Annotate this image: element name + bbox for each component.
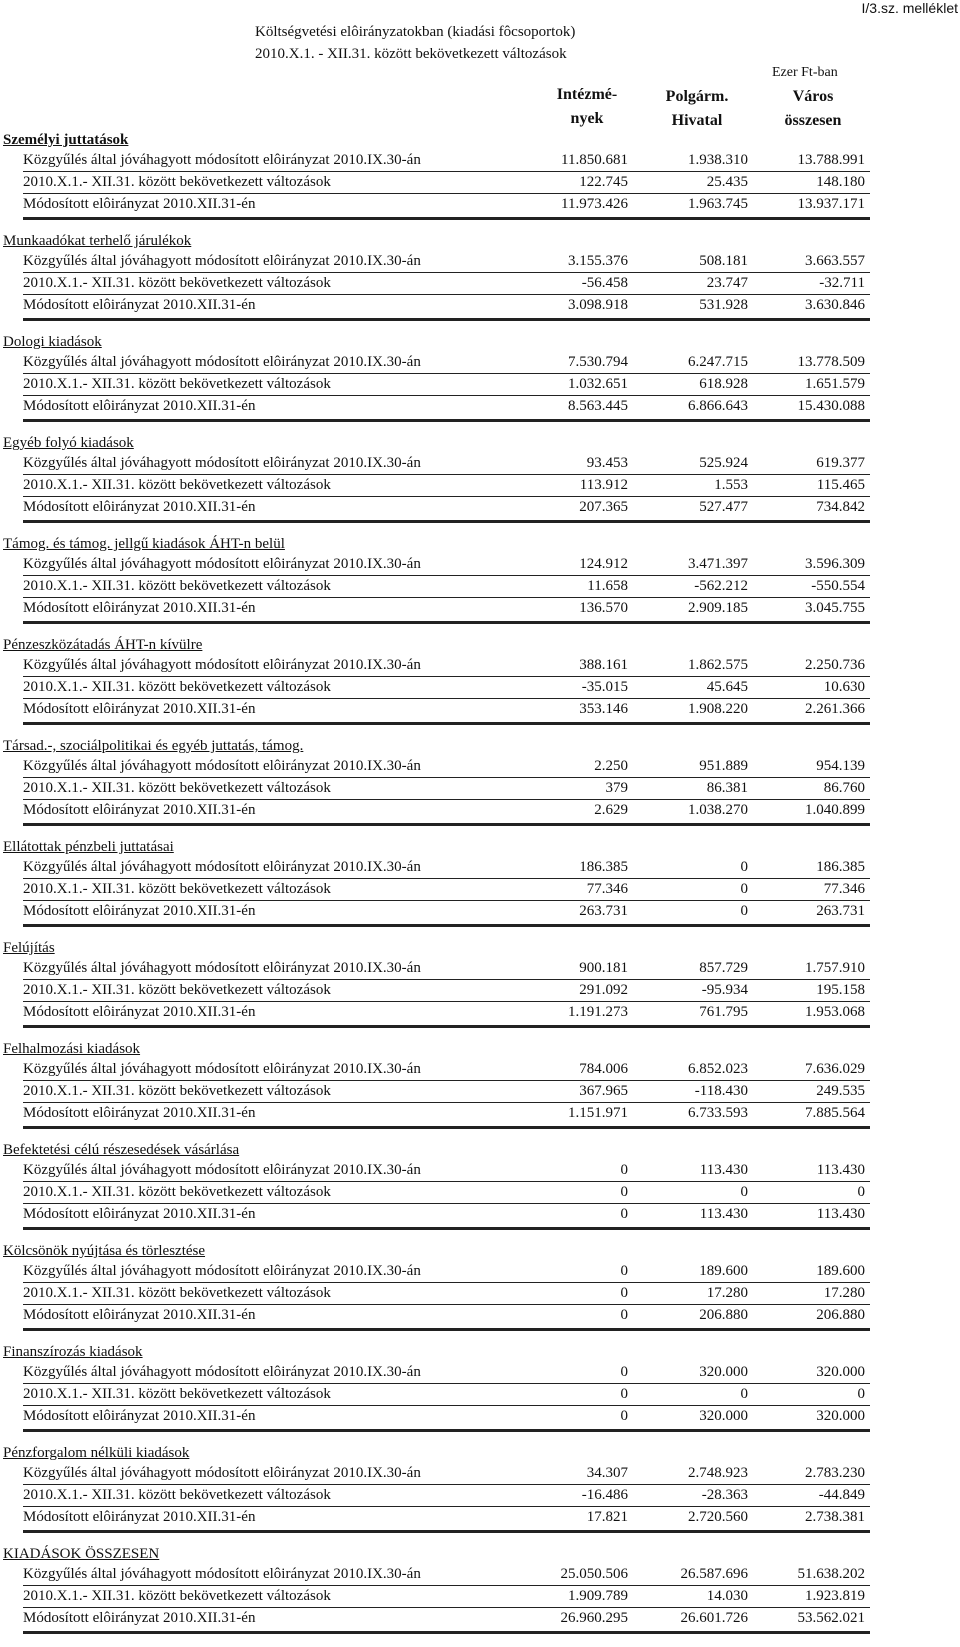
row-label: 2010.X.1.- XII.31. között bekövetkezett változások bbox=[23, 578, 331, 594]
row-label: 2010.X.1.- XII.31. között bekövetkezett változások bbox=[23, 1083, 331, 1099]
row-label: 2010.X.1.- XII.31. között bekövetkezett változások bbox=[23, 1588, 331, 1604]
table-row bbox=[0, 1362, 870, 1384]
value-institutions: 0 bbox=[620, 1263, 628, 1279]
value-city-total: 3.045.755 bbox=[805, 600, 865, 616]
value-city-total: 0 bbox=[857, 1386, 865, 1402]
table-row bbox=[0, 251, 870, 273]
value-mayors-office: 6.866.643 bbox=[688, 398, 748, 414]
value-institutions: 11.658 bbox=[587, 578, 628, 594]
value-city-total: -32.711 bbox=[819, 275, 865, 291]
value-institutions: 388.161 bbox=[579, 657, 628, 673]
row-label: 2010.X.1.- XII.31. között bekövetkezett változások bbox=[23, 1285, 331, 1301]
section-title: Ellátottak pénzbeli juttatásai bbox=[3, 839, 174, 855]
value-institutions: 8.563.445 bbox=[568, 398, 628, 414]
table-row bbox=[0, 497, 870, 519]
column-header-city-total-cont: összesen bbox=[784, 112, 842, 129]
value-mayors-office: 1.908.220 bbox=[688, 701, 748, 717]
value-mayors-office: 527.477 bbox=[699, 499, 748, 515]
row-label: Módosított elôirányzat 2010.XII.31-én bbox=[23, 196, 256, 212]
table-row bbox=[0, 352, 870, 374]
row-label: Közgyűlés által jóváhagyott módosított elôirányzat 2010.IX.30-án bbox=[23, 455, 421, 471]
row-label: Módosított elôirányzat 2010.XII.31-én bbox=[23, 701, 256, 717]
table-row bbox=[0, 1182, 870, 1204]
section-title: Finanszírozás kiadások bbox=[3, 1344, 143, 1360]
row-label: 2010.X.1.- XII.31. között bekövetkezett változások bbox=[23, 275, 331, 291]
value-institutions: 2.250 bbox=[594, 758, 628, 774]
table-row bbox=[0, 980, 870, 1002]
value-city-total: 113.430 bbox=[816, 1162, 865, 1178]
expenditure-section bbox=[0, 1041, 960, 1142]
row-label: Módosított elôirányzat 2010.XII.31-én bbox=[23, 802, 256, 818]
value-mayors-office: -95.934 bbox=[701, 982, 748, 998]
row-label: Közgyűlés által jóváhagyott módosított elôirányzat 2010.IX.30-án bbox=[23, 1162, 421, 1178]
value-institutions: -35.015 bbox=[581, 679, 628, 695]
value-institutions: 0 bbox=[620, 1386, 628, 1402]
row-label: Módosított elôirányzat 2010.XII.31-én bbox=[23, 1408, 256, 1424]
value-institutions: 0 bbox=[620, 1408, 628, 1424]
value-institutions: 3.098.918 bbox=[568, 297, 628, 313]
value-institutions: 136.570 bbox=[579, 600, 628, 616]
table-row bbox=[0, 194, 870, 216]
value-city-total: 113.430 bbox=[816, 1206, 865, 1222]
value-mayors-office: 0 bbox=[740, 903, 748, 919]
document-subtitle: 2010.X.1. - XII.31. között bekövetkezett változások bbox=[255, 46, 567, 62]
value-institutions: 353.146 bbox=[579, 701, 628, 717]
value-institutions: 0 bbox=[620, 1184, 628, 1200]
column-header-mayors-office-cont: Hivatal bbox=[671, 112, 723, 129]
row-label: Közgyűlés által jóváhagyott módosított elôirányzat 2010.IX.30-án bbox=[23, 354, 421, 370]
value-mayors-office: 531.928 bbox=[699, 297, 748, 313]
row-label: Közgyűlés által jóváhagyott módosított elôirányzat 2010.IX.30-án bbox=[23, 1566, 421, 1582]
value-city-total: 3.630.846 bbox=[805, 297, 865, 313]
row-label: Módosított elôirányzat 2010.XII.31-én bbox=[23, 499, 256, 515]
value-mayors-office: 6.733.593 bbox=[688, 1105, 748, 1121]
table-row bbox=[0, 396, 870, 418]
value-mayors-office: 6.852.023 bbox=[688, 1061, 748, 1077]
row-label: Módosított elôirányzat 2010.XII.31-én bbox=[23, 1105, 256, 1121]
value-mayors-office: 1.938.310 bbox=[688, 152, 748, 168]
value-mayors-office: 17.280 bbox=[706, 1285, 748, 1301]
value-city-total: 148.180 bbox=[816, 174, 865, 190]
table-row bbox=[0, 554, 870, 576]
value-mayors-office: 2.748.923 bbox=[688, 1465, 748, 1481]
expenditure-section bbox=[0, 233, 960, 334]
table-row bbox=[0, 453, 870, 475]
value-city-total: 206.880 bbox=[816, 1307, 865, 1323]
value-city-total: 2.738.381 bbox=[805, 1509, 865, 1525]
table-row bbox=[0, 778, 870, 800]
value-mayors-office: -28.363 bbox=[701, 1487, 748, 1503]
value-mayors-office: 206.880 bbox=[699, 1307, 748, 1323]
value-city-total: 2.261.366 bbox=[805, 701, 865, 717]
table-row bbox=[0, 1463, 870, 1485]
value-mayors-office: 1.038.270 bbox=[688, 802, 748, 818]
table-row bbox=[0, 1059, 870, 1081]
section-title: Kölcsönök nyújtása és törlesztése bbox=[3, 1243, 206, 1259]
expenditure-section bbox=[0, 435, 960, 536]
table-row bbox=[0, 1586, 870, 1608]
row-label: 2010.X.1.- XII.31. között bekövetkezett változások bbox=[23, 477, 331, 493]
value-institutions: 0 bbox=[620, 1162, 628, 1178]
section-title: Felhalmozási kiadások bbox=[3, 1041, 141, 1057]
section-title: KIADÁSOK ÖSSZESEN bbox=[3, 1546, 160, 1562]
table-row bbox=[0, 1002, 870, 1024]
value-city-total: 10.630 bbox=[823, 679, 865, 695]
row-label: Közgyűlés által jóváhagyott módosított elôirányzat 2010.IX.30-án bbox=[23, 556, 421, 572]
table-row bbox=[0, 576, 870, 598]
value-institutions: 900.181 bbox=[579, 960, 628, 976]
value-mayors-office: 1.963.745 bbox=[688, 196, 748, 212]
section-title: Egyéb folyó kiadások bbox=[3, 435, 134, 451]
column-header-mayors-office: Polgárm. bbox=[665, 88, 729, 105]
table-row bbox=[0, 1081, 870, 1103]
expenditure-table bbox=[0, 132, 960, 1647]
value-mayors-office: -562.212 bbox=[694, 578, 748, 594]
value-city-total: 195.158 bbox=[816, 982, 865, 998]
value-institutions: 0 bbox=[620, 1364, 628, 1380]
value-mayors-office: 2.720.560 bbox=[688, 1509, 748, 1525]
value-city-total: 13.778.509 bbox=[797, 354, 865, 370]
row-label: 2010.X.1.- XII.31. között bekövetkezett változások bbox=[23, 1184, 331, 1200]
unit-label: Ezer Ft-ban bbox=[772, 65, 838, 80]
table-row bbox=[0, 655, 870, 677]
table-row bbox=[0, 879, 870, 901]
value-mayors-office: 0 bbox=[740, 881, 748, 897]
value-mayors-office: 0 bbox=[740, 1184, 748, 1200]
value-mayors-office: 857.729 bbox=[699, 960, 748, 976]
value-city-total: 1.040.899 bbox=[805, 802, 865, 818]
table-row bbox=[0, 273, 870, 295]
row-label: 2010.X.1.- XII.31. között bekövetkezett változások bbox=[23, 881, 331, 897]
value-institutions: 17.821 bbox=[586, 1509, 628, 1525]
value-institutions: 0 bbox=[620, 1285, 628, 1301]
row-label: Módosított elôirányzat 2010.XII.31-én bbox=[23, 903, 256, 919]
table-row bbox=[0, 598, 870, 620]
value-city-total: 51.638.202 bbox=[797, 1566, 865, 1582]
row-label: 2010.X.1.- XII.31. között bekövetkezett változások bbox=[23, 679, 331, 695]
value-institutions: 1.151.971 bbox=[568, 1105, 628, 1121]
value-mayors-office: 113.430 bbox=[699, 1206, 748, 1222]
expenditure-section bbox=[0, 1243, 960, 1344]
value-institutions: 2.629 bbox=[594, 802, 628, 818]
annex-number: I/3.sz. melléklet bbox=[861, 0, 958, 16]
value-city-total: 17.280 bbox=[823, 1285, 865, 1301]
value-institutions: 77.346 bbox=[586, 881, 628, 897]
row-label: Módosított elôirányzat 2010.XII.31-én bbox=[23, 1206, 256, 1222]
section-title: Dologi kiadások bbox=[3, 334, 102, 350]
row-label: Közgyűlés által jóváhagyott módosított elôirányzat 2010.IX.30-án bbox=[23, 657, 421, 673]
column-header-institutions: Intézmé- bbox=[556, 86, 618, 103]
value-city-total: 2.250.736 bbox=[805, 657, 865, 673]
expenditure-section bbox=[0, 1142, 960, 1243]
value-institutions: 0 bbox=[620, 1307, 628, 1323]
section-title: Felújítás bbox=[3, 940, 55, 956]
value-city-total: 7.885.564 bbox=[805, 1105, 865, 1121]
value-mayors-office: 320.000 bbox=[699, 1408, 748, 1424]
expenditure-section bbox=[0, 536, 960, 637]
value-mayors-office: 189.600 bbox=[699, 1263, 748, 1279]
value-mayors-office: -118.430 bbox=[694, 1083, 748, 1099]
section-title: Társad.-, szociálpolitikai és egyéb juttatás, támog. bbox=[3, 738, 304, 754]
value-mayors-office: 951.889 bbox=[699, 758, 748, 774]
section-title: Pénzforgalom nélküli kiadások bbox=[3, 1445, 190, 1461]
row-label: Közgyűlés által jóváhagyott módosított elôirányzat 2010.IX.30-án bbox=[23, 758, 421, 774]
column-header-institutions-cont: nyek bbox=[570, 110, 604, 127]
row-label: Közgyűlés által jóváhagyott módosított elôirányzat 2010.IX.30-án bbox=[23, 859, 421, 875]
value-institutions: 367.965 bbox=[579, 1083, 628, 1099]
value-institutions: 379 bbox=[605, 780, 628, 796]
value-city-total: 3.663.557 bbox=[805, 253, 865, 269]
table-row bbox=[0, 756, 870, 778]
row-label: 2010.X.1.- XII.31. között bekövetkezett változások bbox=[23, 982, 331, 998]
table-row bbox=[0, 800, 870, 822]
table-row bbox=[0, 1204, 870, 1226]
row-label: Közgyűlés által jóváhagyott módosított elôirányzat 2010.IX.30-án bbox=[23, 1364, 421, 1380]
value-institutions: 784.006 bbox=[579, 1061, 628, 1077]
table-row bbox=[0, 172, 870, 194]
table-row bbox=[0, 295, 870, 317]
value-city-total: 954.139 bbox=[816, 758, 865, 774]
table-row bbox=[0, 475, 870, 497]
row-label: Közgyűlés által jóváhagyott módosított elôirányzat 2010.IX.30-án bbox=[23, 152, 421, 168]
value-city-total: -44.849 bbox=[818, 1487, 865, 1503]
value-city-total: 320.000 bbox=[816, 1408, 865, 1424]
row-label: 2010.X.1.- XII.31. között bekövetkezett változások bbox=[23, 376, 331, 392]
value-institutions: 186.385 bbox=[579, 859, 628, 875]
value-mayors-office: 113.430 bbox=[699, 1162, 748, 1178]
table-row bbox=[0, 1305, 870, 1327]
row-label: Közgyűlés által jóváhagyott módosított elôirányzat 2010.IX.30-án bbox=[23, 1061, 421, 1077]
value-mayors-office: 618.928 bbox=[699, 376, 748, 392]
expenditure-section bbox=[0, 637, 960, 738]
value-institutions: 11.850.681 bbox=[561, 152, 628, 168]
value-institutions: 3.155.376 bbox=[568, 253, 628, 269]
table-row bbox=[0, 1283, 870, 1305]
table-row bbox=[0, 857, 870, 879]
value-mayors-office: 6.247.715 bbox=[688, 354, 748, 370]
value-institutions: 34.307 bbox=[586, 1465, 628, 1481]
value-city-total: 2.783.230 bbox=[805, 1465, 865, 1481]
row-label: 2010.X.1.- XII.31. között bekövetkezett változások bbox=[23, 780, 331, 796]
value-city-total: 86.760 bbox=[823, 780, 865, 796]
table-row bbox=[0, 150, 870, 172]
row-label: Módosított elôirányzat 2010.XII.31-én bbox=[23, 1509, 256, 1525]
row-label: Módosított elôirányzat 2010.XII.31-én bbox=[23, 297, 256, 313]
value-mayors-office: 320.000 bbox=[699, 1364, 748, 1380]
value-mayors-office: 23.747 bbox=[706, 275, 748, 291]
value-city-total: 13.937.171 bbox=[797, 196, 865, 212]
section-title: Támog. és támog. jellgű kiadások ÁHT-n belül bbox=[3, 536, 285, 552]
row-label: 2010.X.1.- XII.31. között bekövetkezett változások bbox=[23, 1487, 331, 1503]
row-label: Közgyűlés által jóváhagyott módosított elôirányzat 2010.IX.30-án bbox=[23, 253, 421, 269]
table-row bbox=[0, 901, 870, 923]
expenditure-section bbox=[0, 940, 960, 1041]
value-institutions: 113.912 bbox=[579, 477, 628, 493]
section-title: Pénzeszközátadás ÁHT-n kívülre bbox=[3, 637, 203, 653]
value-mayors-office: 2.909.185 bbox=[688, 600, 748, 616]
table-row bbox=[0, 374, 870, 396]
value-institutions: 263.731 bbox=[579, 903, 628, 919]
table-row bbox=[0, 1103, 870, 1125]
value-mayors-office: 26.587.696 bbox=[680, 1566, 748, 1582]
row-label: Közgyűlés által jóváhagyott módosított elôirányzat 2010.IX.30-án bbox=[23, 960, 421, 976]
value-mayors-office: 761.795 bbox=[699, 1004, 748, 1020]
expenditure-section bbox=[0, 839, 960, 940]
value-institutions: 122.745 bbox=[579, 174, 628, 190]
value-mayors-office: 14.030 bbox=[706, 1588, 748, 1604]
row-label: Módosított elôirányzat 2010.XII.31-én bbox=[23, 600, 256, 616]
value-city-total: 249.535 bbox=[816, 1083, 865, 1099]
value-mayors-office: 3.471.397 bbox=[688, 556, 748, 572]
value-city-total: 3.596.309 bbox=[805, 556, 865, 572]
table-row bbox=[0, 1564, 870, 1586]
row-label: 2010.X.1.- XII.31. között bekövetkezett változások bbox=[23, 1386, 331, 1402]
expenditure-section bbox=[0, 1445, 960, 1546]
expenditure-section bbox=[0, 334, 960, 435]
value-mayors-office: 1.553 bbox=[714, 477, 748, 493]
table-row bbox=[0, 1507, 870, 1529]
value-mayors-office: 1.862.575 bbox=[688, 657, 748, 673]
value-mayors-office: 0 bbox=[740, 859, 748, 875]
row-label: Módosított elôirányzat 2010.XII.31-én bbox=[23, 1307, 256, 1323]
section-title: Befektetési célú részesedések vásárlása bbox=[3, 1142, 240, 1158]
value-city-total: 77.346 bbox=[823, 881, 865, 897]
expenditure-section bbox=[0, 132, 960, 233]
row-label: Módosított elôirányzat 2010.XII.31-én bbox=[23, 1610, 256, 1626]
value-city-total: 0 bbox=[857, 1184, 865, 1200]
value-city-total: 734.842 bbox=[816, 499, 865, 515]
section-title: Munkaadókat terhelő járulékok bbox=[3, 233, 192, 249]
value-institutions: 124.912 bbox=[579, 556, 628, 572]
expenditure-section bbox=[0, 738, 960, 839]
value-mayors-office: 86.381 bbox=[706, 780, 748, 796]
table-row bbox=[0, 699, 870, 721]
row-label: 2010.X.1.- XII.31. között bekövetkezett változások bbox=[23, 174, 331, 190]
table-row bbox=[0, 1160, 870, 1182]
row-label: Közgyűlés által jóváhagyott módosított elôirányzat 2010.IX.30-án bbox=[23, 1263, 421, 1279]
table-row bbox=[0, 1608, 870, 1630]
value-mayors-office: 25.435 bbox=[706, 174, 748, 190]
value-city-total: 263.731 bbox=[816, 903, 865, 919]
table-row bbox=[0, 958, 870, 980]
value-city-total: 7.636.029 bbox=[805, 1061, 865, 1077]
value-city-total: -550.554 bbox=[811, 578, 865, 594]
value-city-total: 189.600 bbox=[816, 1263, 865, 1279]
row-label: Közgyűlés által jóváhagyott módosított elôirányzat 2010.IX.30-án bbox=[23, 1465, 421, 1481]
value-city-total: 619.377 bbox=[816, 455, 865, 471]
value-institutions: 291.092 bbox=[579, 982, 628, 998]
value-institutions: 1.032.651 bbox=[568, 376, 628, 392]
value-institutions: -16.486 bbox=[581, 1487, 628, 1503]
value-mayors-office: 525.924 bbox=[699, 455, 748, 471]
value-institutions: 207.365 bbox=[579, 499, 628, 515]
expenditure-section bbox=[0, 1546, 960, 1647]
value-institutions: 93.453 bbox=[586, 455, 628, 471]
table-row bbox=[0, 1261, 870, 1283]
table-row bbox=[0, 1485, 870, 1507]
value-institutions: -56.458 bbox=[581, 275, 628, 291]
value-institutions: 1.909.789 bbox=[568, 1588, 628, 1604]
value-institutions: 1.191.273 bbox=[568, 1004, 628, 1020]
value-city-total: 1.757.910 bbox=[805, 960, 865, 976]
value-city-total: 1.651.579 bbox=[805, 376, 865, 392]
value-mayors-office: 45.645 bbox=[706, 679, 748, 695]
value-city-total: 53.562.021 bbox=[797, 1610, 865, 1626]
value-city-total: 320.000 bbox=[816, 1364, 865, 1380]
row-label: Módosított elôirányzat 2010.XII.31-én bbox=[23, 398, 256, 414]
section-title: Személyi juttatások bbox=[3, 132, 129, 148]
value-institutions: 26.960.295 bbox=[560, 1610, 628, 1626]
value-city-total: 115.465 bbox=[816, 477, 865, 493]
value-institutions: 0 bbox=[620, 1206, 628, 1222]
value-institutions: 25.050.506 bbox=[560, 1566, 628, 1582]
value-city-total: 1.953.068 bbox=[805, 1004, 865, 1020]
value-institutions: 11.973.426 bbox=[561, 196, 628, 212]
value-city-total: 186.385 bbox=[816, 859, 865, 875]
value-city-total: 15.430.088 bbox=[797, 398, 865, 414]
value-mayors-office: 0 bbox=[740, 1386, 748, 1402]
value-city-total: 1.923.819 bbox=[805, 1588, 865, 1604]
document-title: Költségvetési elôirányzatokban (kiadási fôcsoportok) bbox=[255, 24, 576, 40]
value-mayors-office: 508.181 bbox=[699, 253, 748, 269]
value-institutions: 7.530.794 bbox=[568, 354, 628, 370]
column-header-city-total: Város bbox=[792, 88, 834, 105]
table-row bbox=[0, 1384, 870, 1406]
row-label: Módosított elôirányzat 2010.XII.31-én bbox=[23, 1004, 256, 1020]
table-row bbox=[0, 677, 870, 699]
expenditure-section bbox=[0, 1344, 960, 1445]
value-city-total: 13.788.991 bbox=[797, 152, 865, 168]
table-row bbox=[0, 1406, 870, 1428]
value-mayors-office: 26.601.726 bbox=[680, 1610, 748, 1626]
